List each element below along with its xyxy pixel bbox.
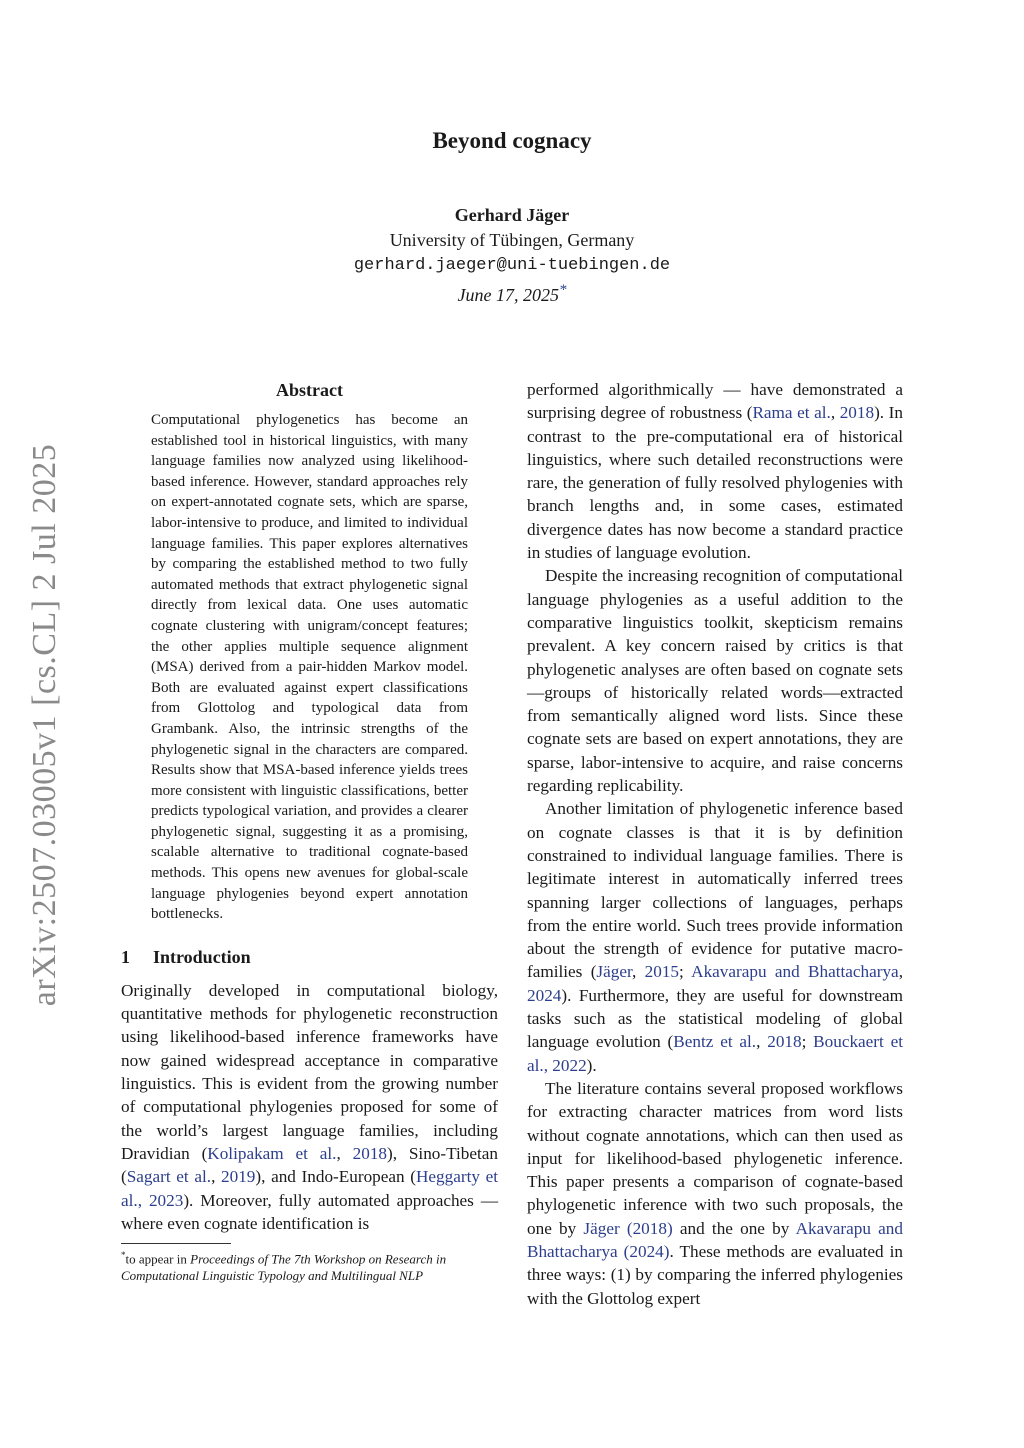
citation-link[interactable]: Jäger (2018) <box>583 1218 673 1238</box>
citation-link[interactable]: 2024 <box>527 985 562 1005</box>
citation-link[interactable]: Bentz et al. <box>673 1032 757 1052</box>
text-run: ). Furthermore, they are useful for downstream tasks such as the statistical modeling of global language evolution ( <box>527 985 903 1052</box>
text-run: , <box>898 962 903 982</box>
citation-link[interactable]: Bouckaert et al., 2022 <box>527 1032 904 1075</box>
footnote-prefix: to appear in <box>125 1251 191 1267</box>
text-run: Another limitation of phylogenetic inference based on cognate classes is that it is by definition constrained to individual language families. There is legitimate interest in automatically inferred trees spanning larger collections of languages, perhaps from the entire world. Such trees provide information about the strength of evidence for putative macro-families ( <box>527 799 903 982</box>
citation-link[interactable]: 2018 <box>352 1143 387 1163</box>
citation-link[interactable]: Rama et al. <box>752 403 831 423</box>
citation-link[interactable]: Heggarty et al., 2023 <box>121 1167 499 1210</box>
text-run: , <box>756 1032 768 1052</box>
text-run: The literature contains several proposed workflows for extracting character matrices from word lists without cognate annotations, which can then used as input for likelihood-based phylogenetic inference. This paper presents a comparison of cognate-based phylogenetic inference with two such proposals, the one by <box>527 1078 903 1238</box>
section-number: 1 <box>121 946 130 967</box>
citation-link[interactable]: Jäger <box>596 962 632 982</box>
text-run: ), Sino-Tibetan ( <box>121 1143 499 1187</box>
text-run: , <box>632 962 645 982</box>
text-run: . These methods are evaluated in three ways: (1) by comparing the inferred phylogenies with the Glottolog expert <box>527 1241 903 1308</box>
text-run: Originally developed in computational biology, quantitative methods for phylogenetic reconstruction using likelihood-based inference frameworks have now gained widespread acceptance in comparative linguistics. This is evident from the growing number of computational phylogenies proposed for some of the world’s largest language families, including Dravidian ( <box>121 980 498 1163</box>
footnote-venue: Proceedings of The 7th Workshop on Research in Computational Linguistic Typology and Multilingual NLP <box>121 1251 447 1284</box>
citation-link[interactable]: Akavarapu and Bhattacharya (2024) <box>527 1218 903 1261</box>
author-name: Gerhard Jäger <box>454 205 570 225</box>
author-email[interactable]: gerhard.jaeger@uni-tuebingen.de <box>353 256 671 275</box>
footnote-mark: * <box>121 1250 126 1261</box>
text-run: ). Moreover, fully automated approaches — where even cognate identification is <box>121 1190 499 1233</box>
text-run: ; <box>801 1032 814 1052</box>
text-run: , <box>830 403 840 423</box>
citation-link[interactable]: Akavarapu and Bhattacharya <box>691 962 899 982</box>
footnote-mark-link[interactable]: * <box>558 282 567 298</box>
section-heading-introduction <box>121 945 498 969</box>
footnote-rule <box>121 1243 231 1244</box>
text-run: ). In contrast to the pre-computational era of historical linguistics, where such detailed reconstructions were rare, the generation of fully resolved phylogenies with branch lengths and, in some cases, estimated divergence dates has now become a standard practice in studies of language evolution. <box>527 403 903 563</box>
citation-link[interactable]: Sagart et al. <box>126 1167 212 1187</box>
text-run: , <box>211 1167 222 1187</box>
text-run: , <box>336 1143 353 1163</box>
arxiv-id: arXiv:2507.03005v1 [cs.CL] 2 Jul 2025 <box>26 443 64 1007</box>
paper-title: Beyond cognacy <box>432 128 592 153</box>
section-title: Introduction <box>153 946 251 967</box>
author-affiliation: University of Tübingen, Germany <box>389 230 635 250</box>
citation-link[interactable]: 2018 <box>767 1032 802 1052</box>
citation-link[interactable]: 2015 <box>644 962 679 982</box>
citation-link[interactable]: 2018 <box>839 403 875 423</box>
right-paragraph-1 <box>527 378 903 564</box>
paper-date <box>0 278 1024 308</box>
abstract-heading: Abstract <box>276 380 343 400</box>
intro-paragraph-1 <box>121 979 498 1235</box>
text-run: ; <box>679 962 692 982</box>
arxiv-watermark <box>10 440 80 1010</box>
right-column <box>527 378 903 1310</box>
author-block <box>0 203 1024 308</box>
citation-link[interactable]: 2019 <box>221 1167 256 1187</box>
right-paragraph-4 <box>527 1077 903 1310</box>
footnote <box>121 1247 498 1284</box>
text-run: ), and Indo-European ( <box>255 1167 416 1187</box>
right-paragraph-3 <box>527 797 903 1077</box>
text-run: ). <box>586 1055 597 1075</box>
right-paragraph-2: Despite the increasing recognition of computational language phylogenies as a useful addition to the comparative linguistics toolkit, skepticism remains prevalent. A key concern raised by critics is that phylogenetic analyses are often based on cognate sets—groups of historically related words—extracted from semantically aligned word lists. Since these cognate sets are based on expert annotations, they are sparse, labor-intensive to acquire, and raise concerns regarding replicability. <box>527 566 903 796</box>
left-column <box>121 378 498 1284</box>
abstract-text: Computational phylogenetics has become an established tool in historical linguistics, with many language families now analyzed using likelihood-based inference. However, standard approaches rely on expert-annotated cognate sets, which are sparse, labor-intensive to produce, and limited to individual language families. This paper explores alternatives by comparing the established method to two fully automated methods that extract phylogenetic signal directly from lexical data. One uses automatic cognate clustering with unigram/concept features; the other applies multiple sequence alignment (MSA) derived from a pair-hidden Markov model. Both are evaluated against expert classifications from Glottolog and typological data from Grambank. Also, the intrinsic strengths of the phylogenetic signal in the characters are compared. Results show that MSA-based inference yields trees more consistent with linguistic classifications, better predicts typological variation, and provides a clearer phylogenetic signal, suggesting it as a promising, scalable alternative to traditional cognate-based methods. This opens new avenues for global-scale language phylogenies beyond expert annotation bottlenecks. <box>151 412 468 923</box>
date-text: June 17, 2025 <box>457 285 559 305</box>
text-run: performed algorithmically — have demonstrated a surprising degree of robustness ( <box>527 380 903 423</box>
text-run: and the one by <box>672 1218 796 1238</box>
citation-link[interactable]: Kolipakam et al. <box>207 1143 337 1163</box>
